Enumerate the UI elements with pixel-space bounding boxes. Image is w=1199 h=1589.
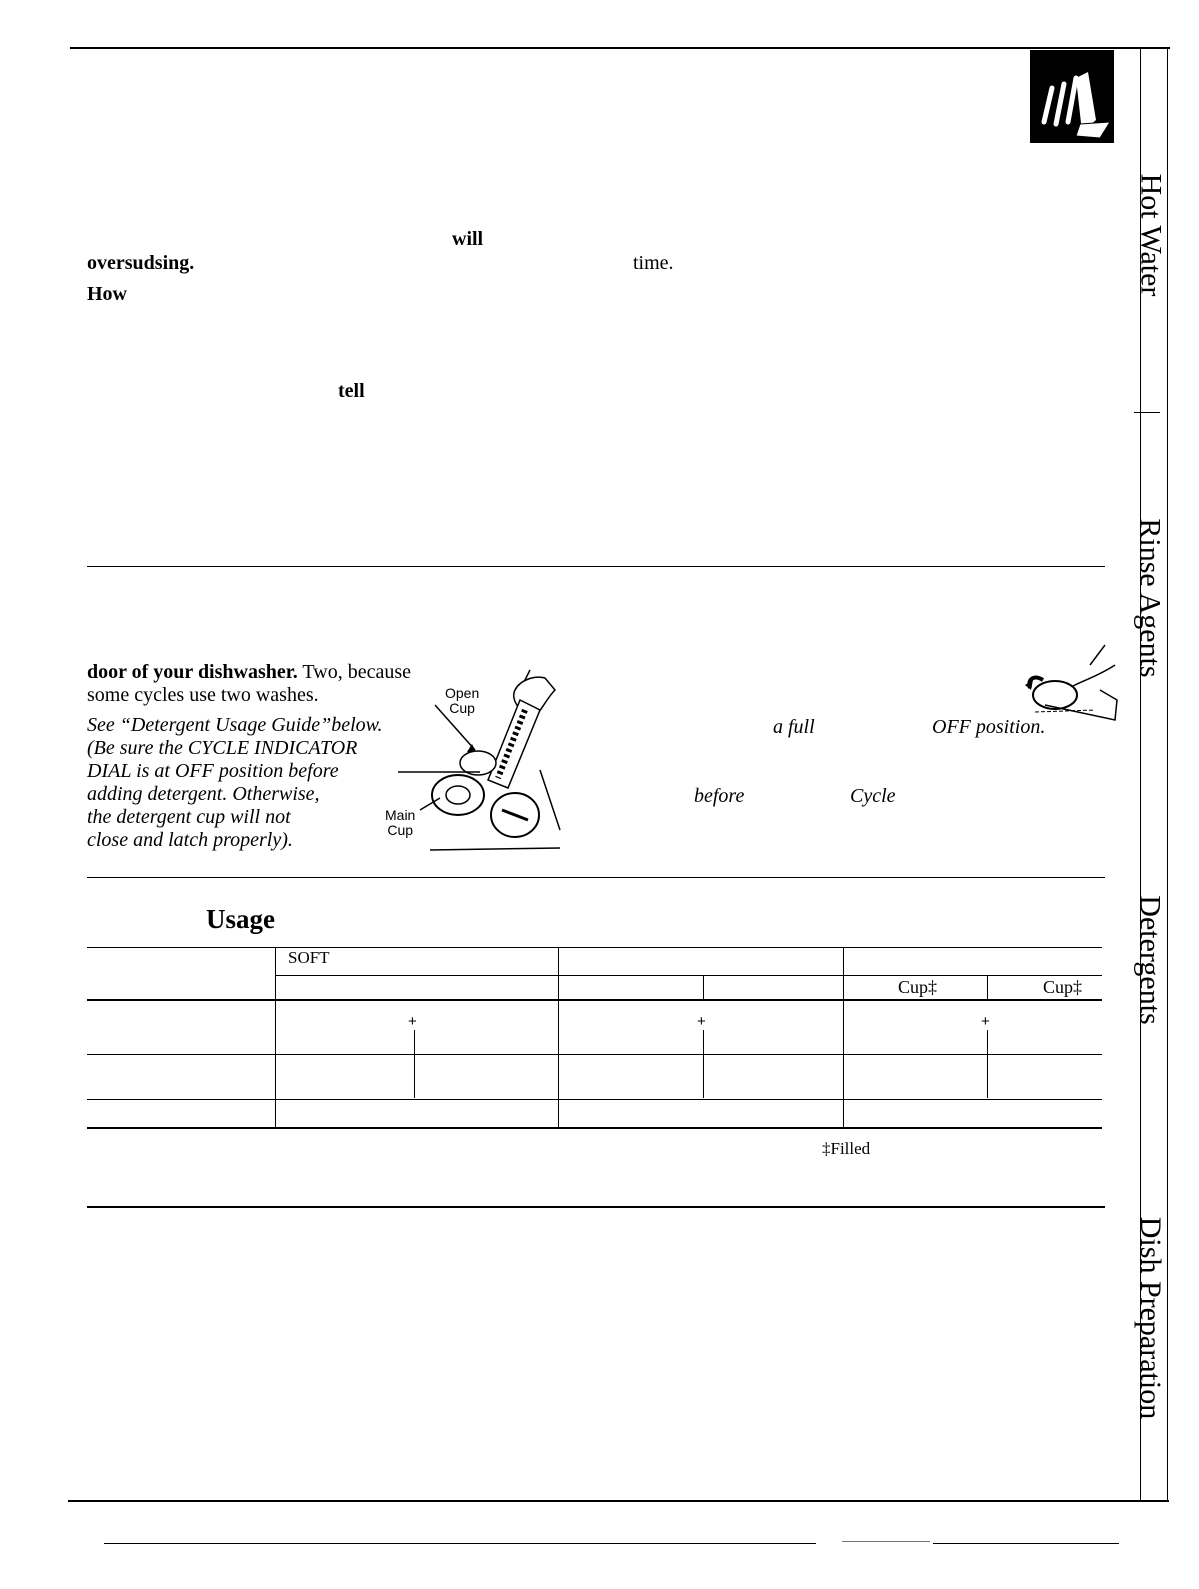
usage-guide-title: Usage [206, 904, 275, 934]
label-line: Open [445, 685, 480, 701]
fragment-oversudsing: oversudsing. [87, 252, 195, 274]
table-header-cup-left: Cup‡ [898, 977, 938, 997]
fragment-off-position: OFF position. [932, 716, 1046, 738]
italic-line: See “Detergent Usage Guide”below. [87, 714, 383, 736]
detergent-lead-rest: Two, because [297, 661, 411, 683]
table-bottom-rule [87, 1127, 1102, 1129]
fragment-cycle: Cycle [850, 785, 896, 807]
table-row-rule [87, 1054, 1102, 1055]
italic-line: adding detergent. Otherwise, [87, 783, 320, 805]
side-tab-rinse-agents[interactable]: Rinse Agents [1134, 517, 1168, 678]
table-row-rule [87, 1099, 1102, 1100]
label-line: Cup [449, 700, 475, 716]
italic-line: close and latch properly). [87, 829, 293, 851]
footer-rule-mid [842, 1541, 930, 1542]
table-sub-divider [703, 975, 704, 999]
detergent-lead [87, 661, 411, 684]
table-header-bottom-rule [87, 999, 1102, 1001]
fragment-will: will [452, 228, 484, 250]
table-plus-mark: + [697, 1013, 706, 1030]
table-sub-divider [987, 975, 988, 999]
table-col-divider [843, 947, 844, 1127]
table-plus-stem [414, 1030, 415, 1098]
detergent-lead-bold: door of your dishwasher. [87, 661, 298, 683]
table-top-rule [87, 947, 1102, 948]
italic-line: (Be sure the CYCLE INDICATOR [87, 737, 358, 759]
side-tab-hot-water[interactable]: Hot Water [1134, 173, 1168, 297]
footer-rule-right [933, 1543, 1119, 1544]
italic-line: the detergent cup will not [87, 806, 291, 828]
table-plus-stem [987, 1030, 988, 1098]
fragment-a-full: a full [773, 716, 815, 738]
table-header-inner-rule [275, 975, 1102, 976]
footer-rule-left [104, 1543, 816, 1544]
detergent-italic-note [87, 714, 383, 852]
table-plus-mark: + [981, 1013, 990, 1030]
figure-label-open-cup [445, 686, 479, 716]
table-header-cup-right: Cup‡ [1043, 977, 1083, 997]
section-rule-2 [87, 877, 1105, 878]
table-footnote: ‡Filled [822, 1139, 871, 1158]
figure-label-main-cup [385, 808, 415, 838]
table-col-divider [558, 947, 559, 1127]
table-col-divider [275, 947, 276, 1127]
detergent-line-2: some cycles use two washes. [87, 684, 319, 706]
table-plus-mark: + [408, 1013, 417, 1030]
side-tab-divider [1134, 412, 1160, 413]
label-line: Cup [387, 822, 414, 838]
label-line: Main [385, 807, 416, 823]
fragment-time: time. [633, 252, 674, 274]
fragment-tell: tell [338, 380, 365, 402]
side-tab-dish-preparation[interactable]: Dish Preparation [1134, 1216, 1167, 1419]
hand-pressing-button-icon [1030, 50, 1114, 143]
table-header-soft: SOFT [288, 948, 330, 967]
top-rule [70, 47, 1170, 49]
side-tab-detergents[interactable]: Detergents [1134, 895, 1167, 1025]
dial-hand-illustration [1005, 640, 1125, 730]
fragment-before: before [694, 785, 745, 807]
table-plus-stem [703, 1030, 704, 1098]
italic-line: DIAL is at OFF position before [87, 760, 339, 782]
section-rule-1 [87, 566, 1105, 567]
fragment-how: How [87, 283, 127, 305]
section-rule-3 [87, 1206, 1105, 1208]
bottom-rule [68, 1500, 1169, 1502]
